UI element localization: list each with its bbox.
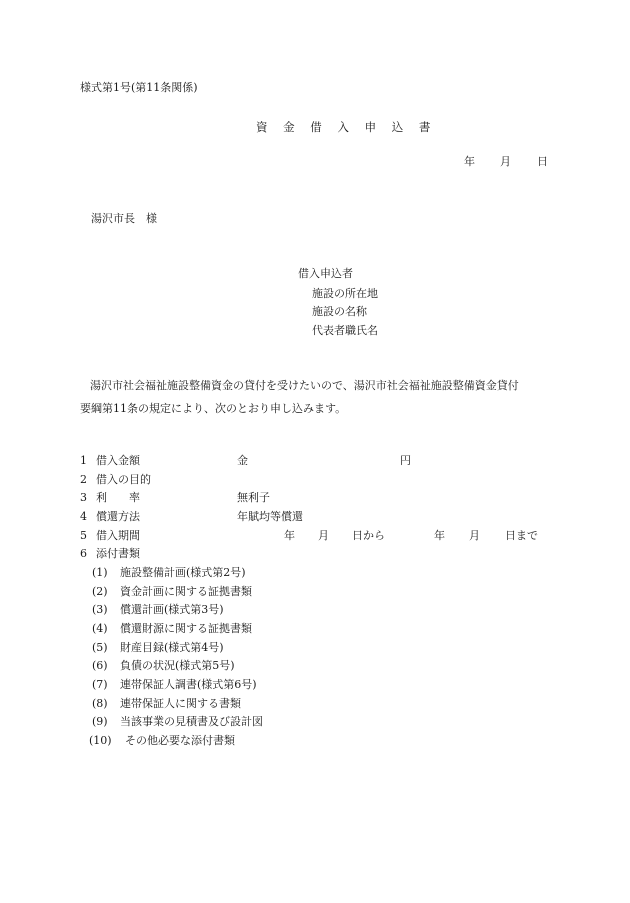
item-label-repayment: 償還方法: [96, 510, 140, 523]
item-number: 6: [80, 547, 87, 560]
interest-value: 無利子: [237, 491, 270, 504]
period-from-day: 日から: [352, 529, 385, 542]
attachment-text: 財産目録(様式第4号): [120, 641, 224, 654]
item-number: 3: [80, 491, 87, 504]
applicant-field-location: 施設の所在地: [312, 287, 378, 300]
applicant-field-name: 施設の名称: [312, 305, 367, 318]
attachment-number: (5): [92, 641, 108, 654]
body-line-2: 要綱第11条の規定により、次のとおり申し込みます。: [80, 402, 347, 415]
attachment-text: 償還計画(様式第3号): [120, 603, 224, 616]
period-to-month: 月: [469, 529, 480, 542]
attachment-number: (3): [92, 603, 108, 616]
form-number: 様式第1号(第11条関係): [80, 81, 198, 94]
item-label-loan-amount: 借入金額: [96, 454, 140, 467]
attachment-text: 当該事業の見積書及び設計図: [120, 715, 263, 728]
attachment-number: (9): [92, 715, 108, 728]
attachment-text: その他必要な添付書類: [125, 734, 235, 747]
attachment-text: 資金計画に関する証拠書類: [120, 585, 252, 598]
period-to-day: 日まで: [505, 529, 538, 542]
item-number: 5: [80, 529, 87, 542]
date-day: 日: [537, 155, 548, 168]
attachment-number: (2): [92, 585, 108, 598]
attachment-text: 連帯保証人に関する書類: [120, 697, 241, 710]
document-title: 資 金 借 入 申 込 書: [256, 120, 437, 134]
item-label-attachments: 添付書類: [96, 547, 140, 560]
loan-amount-suffix: 円: [400, 454, 411, 467]
item-label-period: 借入期間: [96, 529, 140, 542]
attachment-text: 償還財源に関する証拠書類: [120, 622, 252, 635]
period-to-year: 年: [434, 529, 445, 542]
attachment-number: (6): [92, 659, 108, 672]
period-from-month: 月: [318, 529, 329, 542]
attachment-text: 施設整備計画(様式第2号): [120, 566, 246, 579]
date-month: 月: [500, 155, 511, 168]
addressee: 湯沢市長 様: [91, 212, 157, 225]
repayment-value: 年賦均等償還: [237, 510, 303, 523]
attachment-number: (4): [92, 622, 108, 635]
attachment-number: (1): [92, 566, 108, 579]
attachment-number: (8): [92, 697, 108, 710]
date-year: 年: [464, 155, 475, 168]
loan-amount-prefix: 金: [237, 454, 248, 467]
applicant-heading: 借入申込者: [298, 267, 353, 280]
item-number: 1: [80, 454, 87, 467]
body-line-1: 湯沢市社会福祉施設整備資金の貸付を受けたいので、湯沢市社会福祉施設整備資金貸付: [90, 379, 519, 392]
item-label-purpose: 借入の目的: [96, 473, 151, 486]
item-number: 4: [80, 510, 87, 523]
attachment-number: (10): [89, 734, 112, 747]
attachment-text: 連帯保証人調書(様式第6号): [120, 678, 257, 691]
period-from-year: 年: [284, 529, 295, 542]
attachment-text: 負債の状況(様式第5号): [120, 659, 235, 672]
attachment-number: (7): [92, 678, 108, 691]
item-number: 2: [80, 473, 87, 486]
item-label-interest: 利 率: [96, 491, 140, 504]
body-paragraph: [80, 374, 560, 420]
applicant-field-representative: 代表者職氏名: [312, 324, 378, 337]
